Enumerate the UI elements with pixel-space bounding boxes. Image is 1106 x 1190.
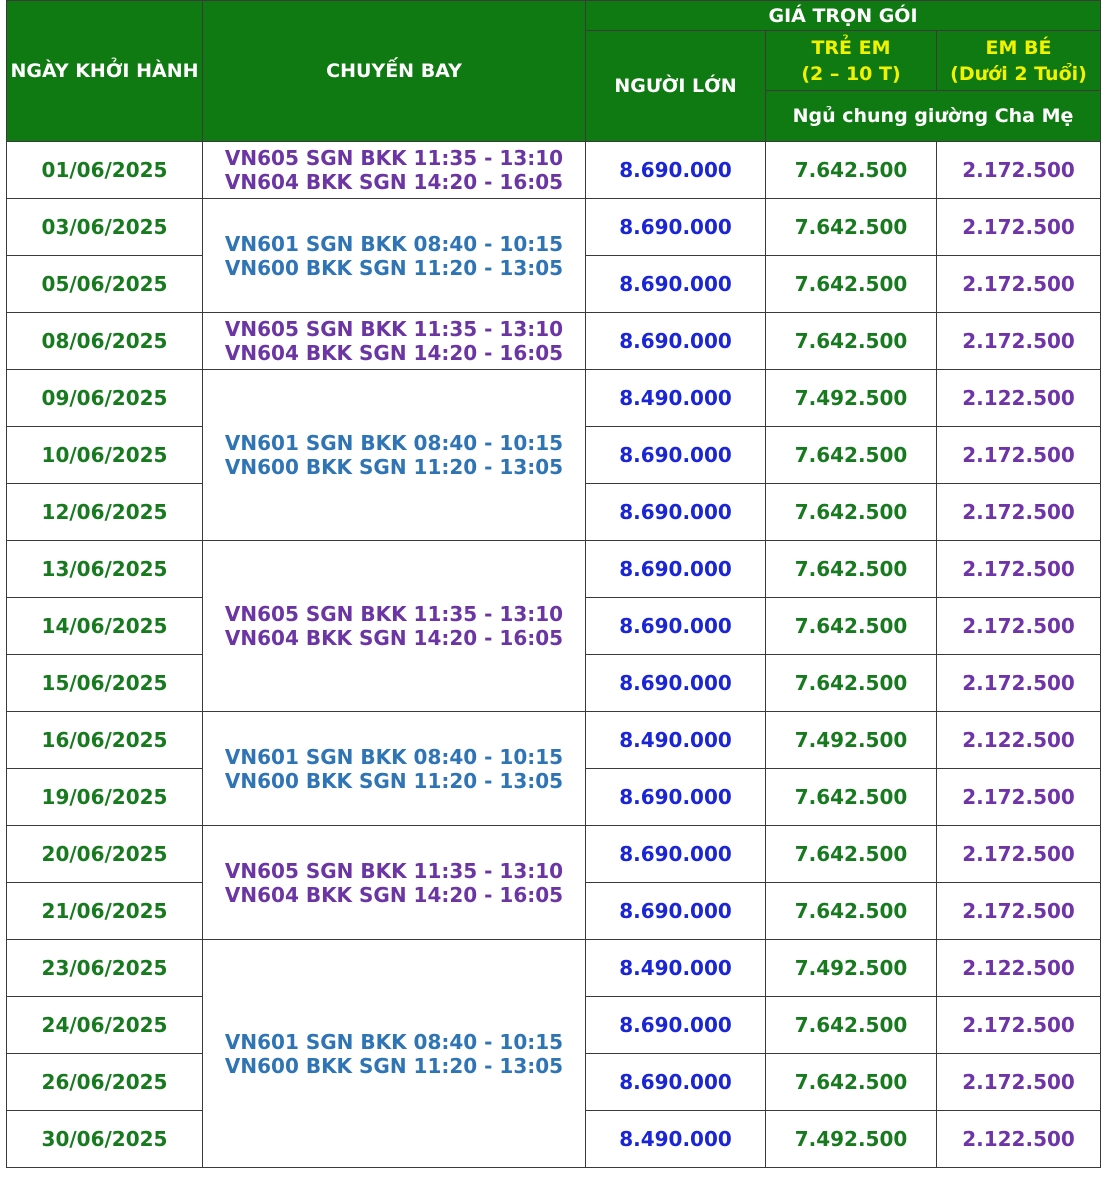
outbound-flight: VN605 SGN BKK 11:35 - 13:10 [224, 146, 564, 170]
adult-price-cell: 8.690.000 [586, 769, 766, 826]
adult-price-cell: 8.690.000 [586, 655, 766, 712]
adult-price-cell: 8.490.000 [586, 940, 766, 997]
infant-price-cell: 2.172.500 [937, 826, 1101, 883]
departure-date-cell: 05/06/2025 [7, 256, 203, 313]
child-header [766, 31, 937, 91]
flight-cell [203, 199, 586, 313]
table-row [7, 826, 1101, 883]
infant-price-cell: 2.172.500 [937, 1054, 1101, 1111]
child-price-cell: 7.492.500 [766, 1111, 937, 1168]
flight-cell [203, 826, 586, 940]
infant-header-title: EM BÉ [985, 36, 1052, 59]
departure-date-cell: 01/06/2025 [7, 142, 203, 199]
departure-date-cell: 16/06/2025 [7, 712, 203, 769]
infant-header-age: (Dưới 2 Tuổi) [950, 62, 1087, 85]
infant-price-cell: 2.172.500 [937, 484, 1101, 541]
departure-date-cell: 12/06/2025 [7, 484, 203, 541]
departure-date-cell: 19/06/2025 [7, 769, 203, 826]
child-header-title: TRẺ EM [811, 36, 891, 59]
outbound-flight: VN605 SGN BKK 11:35 - 13:10 [224, 602, 564, 626]
departure-date-cell: 10/06/2025 [7, 427, 203, 484]
table-row [7, 541, 1101, 598]
child-price-cell: 7.642.500 [766, 598, 937, 655]
departure-date-cell: 21/06/2025 [7, 883, 203, 940]
adult-price-cell: 8.690.000 [586, 826, 766, 883]
flight-cell [203, 313, 586, 370]
infant-price-cell: 2.172.500 [937, 655, 1101, 712]
child-price-cell: 7.642.500 [766, 313, 937, 370]
return-flight: VN600 BKK SGN 11:20 - 13:05 [224, 455, 564, 479]
table-body [7, 142, 1101, 1168]
adult-price-cell: 8.690.000 [586, 598, 766, 655]
child-price-cell: 7.642.500 [766, 142, 937, 199]
departure-date-cell: 26/06/2025 [7, 1054, 203, 1111]
flight-cell [203, 541, 586, 712]
child-price-cell: 7.642.500 [766, 256, 937, 313]
child-price-cell: 7.642.500 [766, 1054, 937, 1111]
return-flight: VN600 BKK SGN 11:20 - 13:05 [224, 255, 564, 280]
child-price-cell: 7.642.500 [766, 826, 937, 883]
adult-price-cell: 8.690.000 [586, 541, 766, 598]
infant-price-cell: 2.172.500 [937, 598, 1101, 655]
infant-price-cell: 2.172.500 [937, 427, 1101, 484]
outbound-flight: VN601 SGN BKK 08:40 - 10:15 [224, 431, 564, 455]
adult-price-cell: 8.690.000 [586, 1054, 766, 1111]
infant-price-cell: 2.172.500 [937, 883, 1101, 940]
child-price-cell: 7.642.500 [766, 199, 937, 256]
flight-cell [203, 712, 586, 826]
table-row [7, 712, 1101, 769]
flight-header: CHUYẾN BAY [203, 1, 586, 142]
departure-date-cell: 13/06/2025 [7, 541, 203, 598]
departure-date-cell: 15/06/2025 [7, 655, 203, 712]
child-header-age: (2 – 10 T) [801, 62, 901, 85]
table-row [7, 142, 1101, 199]
adult-price-cell: 8.690.000 [586, 997, 766, 1054]
shared-bed-note: Ngủ chung giường Cha Mẹ [766, 91, 1101, 142]
table-row [7, 370, 1101, 427]
child-price-cell: 7.642.500 [766, 541, 937, 598]
departure-date-header: NGÀY KHỞI HÀNH [7, 1, 203, 142]
table-row [7, 940, 1101, 997]
adult-price-cell: 8.690.000 [586, 256, 766, 313]
package-price-header: GIÁ TRỌN GÓI [586, 1, 1101, 31]
infant-price-cell: 2.172.500 [937, 997, 1101, 1054]
flight-cell [203, 370, 586, 541]
infant-header [937, 31, 1101, 91]
child-price-cell: 7.642.500 [766, 484, 937, 541]
infant-price-cell: 2.122.500 [937, 712, 1101, 769]
outbound-flight: VN601 SGN BKK 08:40 - 10:15 [224, 231, 564, 256]
child-price-cell: 7.642.500 [766, 883, 937, 940]
table-row [7, 313, 1101, 370]
outbound-flight: VN605 SGN BKK 11:35 - 13:10 [224, 317, 564, 341]
infant-price-cell: 2.172.500 [937, 142, 1101, 199]
adult-price-cell: 8.690.000 [586, 883, 766, 940]
child-price-cell: 7.492.500 [766, 712, 937, 769]
outbound-flight: VN601 SGN BKK 08:40 - 10:15 [224, 744, 564, 769]
departure-date-cell: 03/06/2025 [7, 199, 203, 256]
outbound-flight: VN601 SGN BKK 08:40 - 10:15 [224, 1029, 564, 1054]
adult-price-cell: 8.690.000 [586, 484, 766, 541]
child-price-cell: 7.642.500 [766, 655, 937, 712]
table-header [7, 1, 1101, 142]
return-flight: VN604 BKK SGN 14:20 - 16:05 [224, 170, 564, 194]
departure-date-cell: 20/06/2025 [7, 826, 203, 883]
infant-price-cell: 2.122.500 [937, 1111, 1101, 1168]
tour-price-table [6, 0, 1101, 1168]
infant-price-cell: 2.172.500 [937, 769, 1101, 826]
departure-date-cell: 23/06/2025 [7, 940, 203, 997]
table-row [7, 199, 1101, 256]
adult-price-cell: 8.690.000 [586, 313, 766, 370]
infant-price-cell: 2.172.500 [937, 313, 1101, 370]
adult-price-cell: 8.490.000 [586, 370, 766, 427]
adult-header: NGƯỜI LỚN [586, 31, 766, 142]
departure-date-cell: 08/06/2025 [7, 313, 203, 370]
infant-price-cell: 2.172.500 [937, 541, 1101, 598]
adult-price-cell: 8.690.000 [586, 199, 766, 256]
outbound-flight: VN605 SGN BKK 11:35 - 13:10 [224, 858, 564, 883]
return-flight: VN600 BKK SGN 11:20 - 13:05 [224, 1053, 564, 1078]
flight-cell [203, 940, 586, 1168]
infant-price-cell: 2.172.500 [937, 256, 1101, 313]
infant-price-cell: 2.122.500 [937, 940, 1101, 997]
adult-price-cell: 8.690.000 [586, 142, 766, 199]
departure-date-cell: 24/06/2025 [7, 997, 203, 1054]
price-table-container [6, 0, 1101, 1168]
departure-date-cell: 14/06/2025 [7, 598, 203, 655]
return-flight: VN600 BKK SGN 11:20 - 13:05 [224, 768, 564, 793]
return-flight: VN604 BKK SGN 14:20 - 16:05 [224, 626, 564, 650]
child-price-cell: 7.642.500 [766, 769, 937, 826]
child-price-cell: 7.492.500 [766, 940, 937, 997]
adult-price-cell: 8.490.000 [586, 1111, 766, 1168]
return-flight: VN604 BKK SGN 14:20 - 16:05 [224, 882, 564, 907]
infant-price-cell: 2.122.500 [937, 370, 1101, 427]
child-price-cell: 7.642.500 [766, 427, 937, 484]
adult-price-cell: 8.690.000 [586, 427, 766, 484]
departure-date-cell: 09/06/2025 [7, 370, 203, 427]
return-flight: VN604 BKK SGN 14:20 - 16:05 [224, 341, 564, 365]
adult-price-cell: 8.490.000 [586, 712, 766, 769]
infant-price-cell: 2.172.500 [937, 199, 1101, 256]
flight-cell [203, 142, 586, 199]
child-price-cell: 7.642.500 [766, 997, 937, 1054]
departure-date-cell: 30/06/2025 [7, 1111, 203, 1168]
child-price-cell: 7.492.500 [766, 370, 937, 427]
